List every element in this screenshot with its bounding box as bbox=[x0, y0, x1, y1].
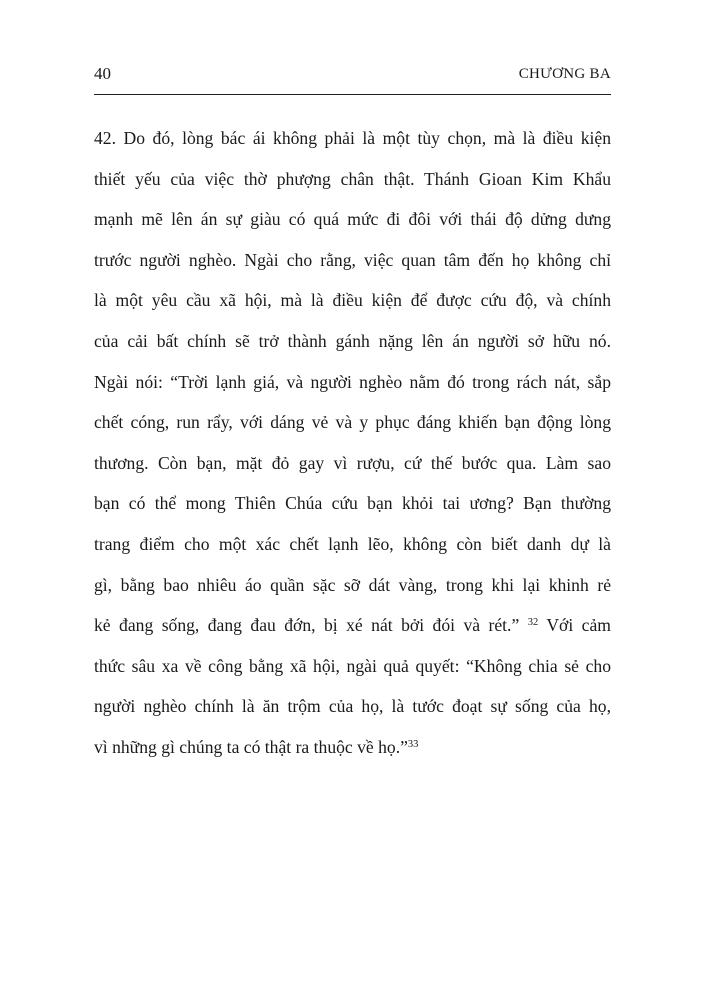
page-number: 40 bbox=[94, 64, 111, 83]
text-line: là một yêu cầu xã hội, mà là điều kiện để được cứu độ, và chính bbox=[94, 290, 611, 311]
text-line bbox=[94, 727, 611, 768]
chapter-title: CHƯƠNG BA bbox=[518, 66, 611, 82]
footnote-marker-33: 33 bbox=[407, 738, 419, 750]
text-line: người nghèo chính là ăn trộm của họ, là tước đoạt sự sống của họ, bbox=[94, 696, 611, 717]
text-line: chết cóng, run rẩy, với dáng vẻ và y phục đáng khiến bạn động lòng bbox=[94, 412, 611, 433]
text-line: Ngài nói: “Trời lạnh giá, và người nghèo nằm đó trong rách nát, sắp bbox=[94, 371, 611, 392]
text-line: mạnh mẽ lên án sự giàu có quá mức đi đôi với thái độ dửng dưng bbox=[94, 209, 611, 230]
paragraph-42 bbox=[94, 118, 611, 768]
text-line: bạn có thể mong Thiên Chúa cứu bạn khỏi tai ương? Bạn thường bbox=[94, 493, 611, 514]
text-segment: vì những gì chúng ta có thật ra thuộc về họ.” bbox=[94, 736, 408, 757]
text-segment: kẻ đang sống, đang đau đớn, bị xé nát bởi đói và rét.” bbox=[94, 615, 520, 636]
text-line: gì, bằng bao nhiêu áo quần sặc sỡ dát vàng, trong khi lại khinh rẻ bbox=[94, 574, 611, 595]
text-segment: Với cảm bbox=[546, 615, 611, 636]
footnote-marker-32: 32 bbox=[527, 617, 539, 629]
header-rule bbox=[94, 94, 611, 95]
text-line: 42. Do đó, lòng bác ái không phải là một tùy chọn, mà là điều kiện bbox=[94, 128, 611, 148]
text-line: thức sâu xa về công bằng xã hội, ngài quả quyết: “Không chia sẻ cho bbox=[94, 655, 611, 676]
text-line: trước người nghèo. Ngài cho rằng, việc quan tâm đến họ không chỉ bbox=[94, 249, 611, 270]
text-line: của cải bất chính sẽ trở thành gánh nặng lên án người sở hữu nó. bbox=[94, 330, 611, 351]
text-line: thiết yếu của việc thờ phượng chân thật. Thánh Gioan Kim Khẩu bbox=[94, 168, 611, 189]
text-line bbox=[94, 605, 611, 646]
text-line: trang điểm cho một xác chết lạnh lẽo, không còn biết danh dự là bbox=[94, 533, 611, 554]
text-line: thương. Còn bạn, mặt đỏ gay vì rượu, cứ thế bước qua. Làm sao bbox=[94, 452, 611, 473]
